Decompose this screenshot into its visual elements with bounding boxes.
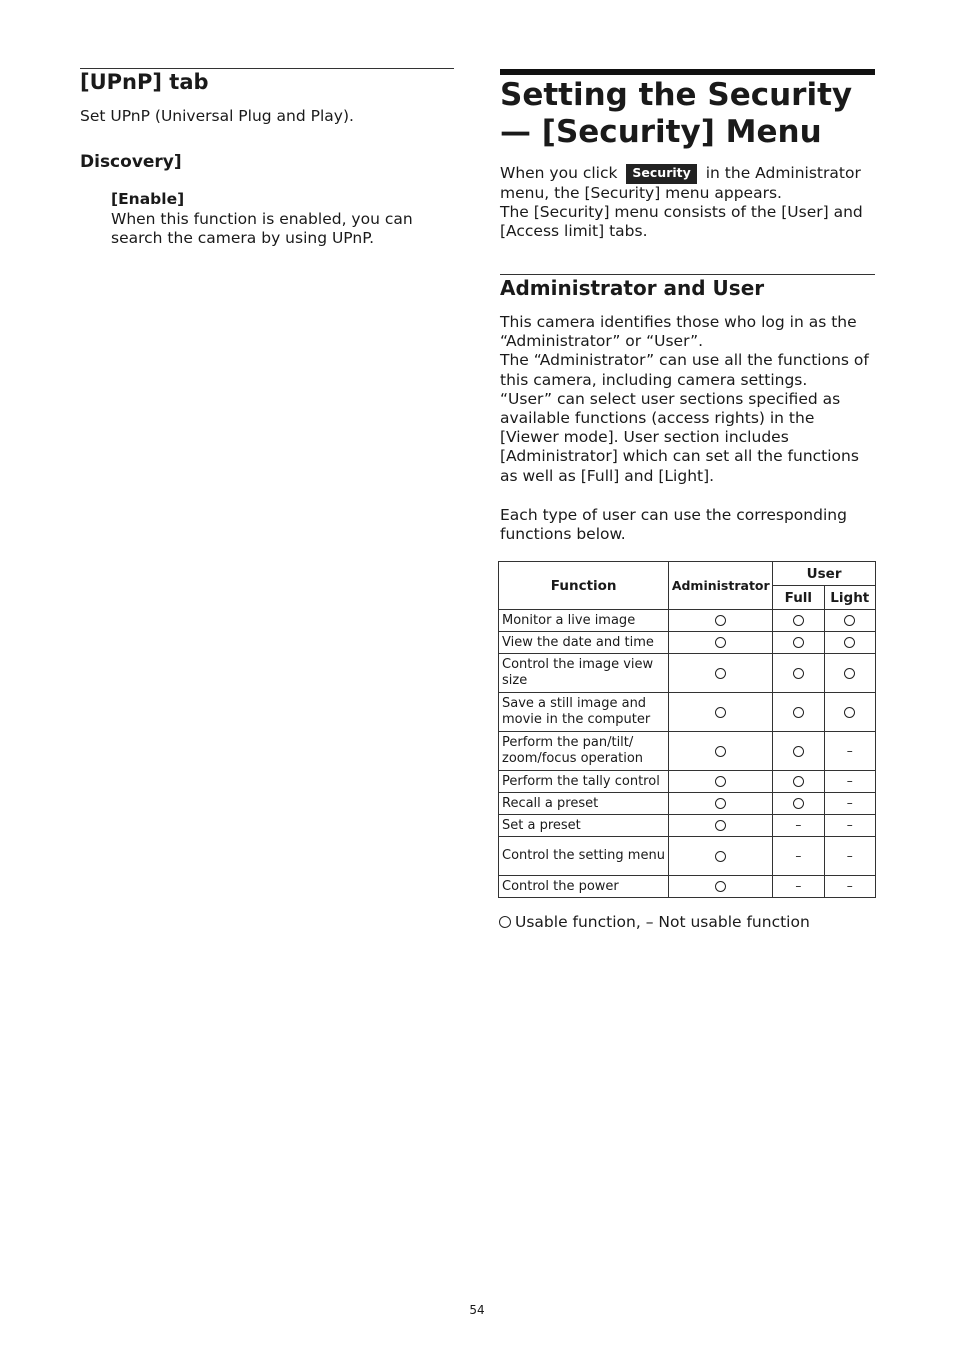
intro-line-2: The [Security] menu consists of the [User] and [Access limit] tabs.	[500, 203, 863, 241]
table-row	[499, 632, 876, 654]
table-row	[499, 876, 876, 898]
usable-circle-icon	[715, 851, 726, 862]
usable-circle-icon	[793, 776, 804, 787]
admin-cell	[669, 771, 773, 793]
usable-circle-icon	[715, 668, 726, 679]
admin-p2: The “Administrator” can use all the functions of this camera, including camera settings.	[500, 351, 869, 389]
usable-circle-icon	[715, 881, 726, 892]
usable-circle-icon	[715, 637, 726, 648]
function-cell: Perform the pan/tilt/ zoom/focus operation	[499, 732, 669, 771]
upnp-description: Set UPnP (Universal Plug and Play).	[80, 107, 354, 125]
page-title-line-1: Setting the Security	[500, 77, 853, 113]
light-cell	[824, 693, 875, 732]
usable-circle-icon	[715, 615, 726, 626]
admin-user-description	[500, 313, 878, 486]
usable-circle-icon	[793, 637, 804, 648]
usable-circle-icon	[715, 798, 726, 809]
not-usable-dash-icon: –	[795, 879, 802, 893]
section-title-bar	[500, 69, 875, 75]
table-legend	[499, 913, 810, 932]
intro-paragraph	[500, 164, 875, 242]
admin-cell	[669, 837, 773, 876]
not-usable-dash-icon: –	[846, 796, 853, 810]
not-usable-dash-icon: –	[846, 743, 853, 758]
light-cell	[824, 654, 875, 693]
table-row	[499, 837, 876, 876]
header-administrator: Administrator	[669, 562, 773, 610]
admin-cell	[669, 793, 773, 815]
usable-circle-icon	[715, 776, 726, 787]
usable-circle-icon	[793, 798, 804, 809]
admin-p3: “User” can select user sections specified as available functions (access rights) in the [Viewer mode]. User section includes [Administrator] which can set all the functions as well as [Full] and [Light].	[500, 389, 859, 485]
light-cell	[824, 815, 875, 837]
not-usable-dash-icon: –	[846, 774, 853, 788]
usable-circle-icon	[844, 637, 855, 648]
function-cell: Perform the tally control	[499, 771, 669, 793]
admin-user-heading: Administrator and User	[500, 276, 765, 300]
usable-circle-icon	[793, 746, 804, 757]
light-cell	[824, 793, 875, 815]
full-cell	[773, 693, 824, 732]
not-usable-dash-icon: –	[795, 818, 802, 832]
table-row	[499, 771, 876, 793]
usable-circle-icon	[793, 615, 804, 626]
discovery-heading: Discovery]	[80, 152, 182, 172]
full-cell	[773, 876, 824, 898]
full-cell	[773, 793, 824, 815]
light-cell	[824, 876, 875, 898]
usable-circle-icon	[793, 668, 804, 679]
intro-before: When you click	[500, 164, 618, 182]
admin-p1: This camera identifies those who log in as the “Administrator” or “User”.	[500, 313, 857, 351]
function-cell: Control the image view size	[499, 654, 669, 693]
light-cell	[824, 837, 875, 876]
light-cell	[824, 632, 875, 654]
page-number: 54	[469, 1303, 485, 1317]
table-row	[499, 793, 876, 815]
admin-cell	[669, 876, 773, 898]
light-cell	[824, 771, 875, 793]
full-cell	[773, 837, 824, 876]
not-usable-dash-icon: –	[846, 848, 853, 863]
admin-cell	[669, 732, 773, 771]
usable-circle-icon	[715, 746, 726, 757]
full-cell	[773, 632, 824, 654]
function-cell: View the date and time	[499, 632, 669, 654]
intro-after: in the Administrator menu, the [Security] menu appears.	[500, 164, 861, 202]
full-cell	[773, 732, 824, 771]
admin-cell	[669, 693, 773, 732]
full-cell	[773, 654, 824, 693]
page-title	[500, 77, 875, 151]
header-full: Full	[773, 586, 824, 610]
usable-circle-icon	[499, 916, 511, 928]
each-type-paragraph: Each type of user can use the corresponding functions below.	[500, 506, 847, 544]
table-row	[499, 610, 876, 632]
function-cell: Control the setting menu	[499, 837, 669, 876]
function-table	[498, 561, 876, 898]
enable-description: When this function is enabled, you can search the camera by using UPnP.	[111, 210, 413, 247]
full-cell	[773, 610, 824, 632]
security-button[interactable]: Security	[626, 164, 696, 184]
function-cell: Set a preset	[499, 815, 669, 837]
header-function: Function	[499, 562, 669, 610]
table-row	[499, 693, 876, 732]
light-cell	[824, 732, 875, 771]
table-row	[499, 815, 876, 837]
function-cell: Monitor a live image	[499, 610, 669, 632]
usable-circle-icon	[715, 707, 726, 718]
not-usable-dash-icon: –	[795, 848, 802, 863]
light-cell	[824, 610, 875, 632]
header-light: Light	[824, 586, 875, 610]
header-user: User	[773, 562, 876, 586]
page-title-line-2: — [Security] Menu	[500, 114, 822, 150]
upnp-tab-heading: [UPnP] tab	[80, 70, 209, 94]
enable-heading: [Enable]	[111, 190, 185, 208]
full-cell	[773, 771, 824, 793]
table-row	[499, 732, 876, 771]
admin-cell	[669, 654, 773, 693]
admin-cell	[669, 632, 773, 654]
admin-cell	[669, 815, 773, 837]
usable-circle-icon	[844, 668, 855, 679]
usable-circle-icon	[793, 707, 804, 718]
table-row	[499, 654, 876, 693]
not-usable-dash-icon: –	[846, 818, 853, 832]
full-cell	[773, 815, 824, 837]
function-cell: Recall a preset	[499, 793, 669, 815]
usable-circle-icon	[844, 707, 855, 718]
function-cell: Save a still image and movie in the computer	[499, 693, 669, 732]
legend-text: Usable function, – Not usable function	[515, 913, 810, 931]
function-cell: Control the power	[499, 876, 669, 898]
usable-circle-icon	[715, 820, 726, 831]
function-table-body	[499, 610, 876, 898]
admin-cell	[669, 610, 773, 632]
not-usable-dash-icon: –	[846, 879, 853, 893]
usable-circle-icon	[844, 615, 855, 626]
